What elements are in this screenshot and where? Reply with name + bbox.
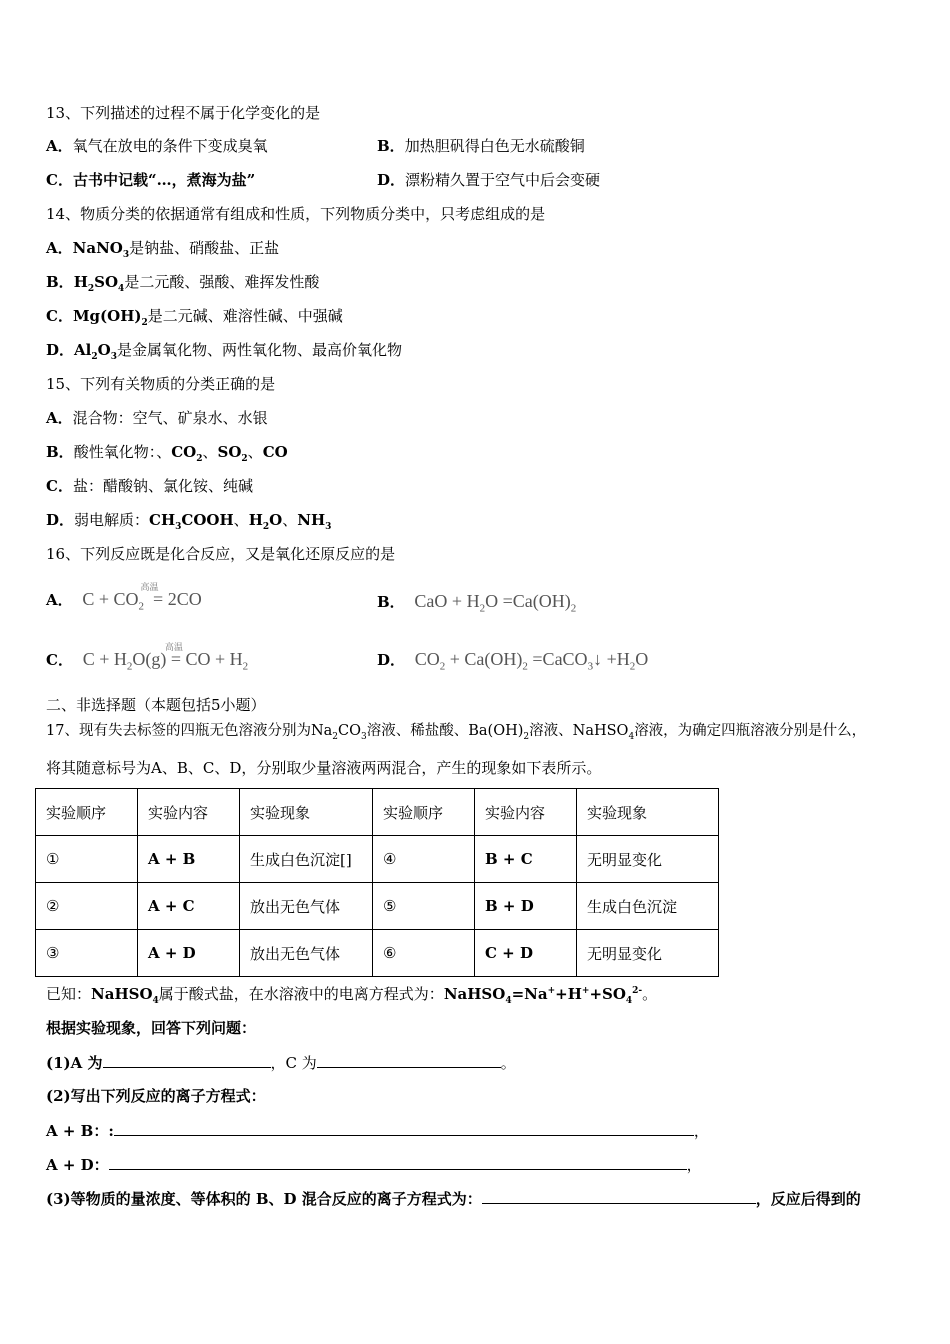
q14-option-c[interactable]: C．$Mg(OH)_2$是二元碱、难溶性碱、中强碱 xyxy=(46,307,343,328)
option-text: 加热胆矾得白色无水硫酸铜 xyxy=(404,137,585,155)
table-cell: B + C xyxy=(475,836,577,883)
option-text: 弱电解质： xyxy=(74,511,150,529)
option-label: B． xyxy=(46,443,74,461)
table-cell: ② xyxy=(36,883,138,930)
q17-stem-line1: 17、现有失去标签的四瓶无色溶液分别为$Na_2CO_3$溶液、稀盐酸、$Ba(OH)_2$溶液、NaHSO$_4$溶液，为确定四瓶溶液分别是什么， xyxy=(46,723,867,742)
answer-blank-ad[interactable] xyxy=(109,1155,687,1170)
table-cell: 放出无色气体 xyxy=(240,930,373,977)
table-cell: ③ xyxy=(36,930,138,977)
option-text: 盐：醋酸钠、氯化铵、纯碱 xyxy=(72,477,253,495)
option-text: 酸性氧化物：、 xyxy=(73,443,172,461)
section-title: 二、非选择题（本题包括5小题） xyxy=(46,696,266,714)
option-text: 混合物：空气、矿泉水、水银 xyxy=(72,409,268,427)
table-cell: 生成白色沉淀 xyxy=(577,883,719,930)
condition-label: 高温 xyxy=(140,582,159,592)
q16-stem: 16、下列反应既是化合反应，又是氧化还原反应的是 xyxy=(46,545,396,563)
q16-option-b[interactable] xyxy=(377,591,577,615)
table-header: 实验内容 xyxy=(475,789,577,836)
option-text: 是钠盐、硝酸盐、正盐 xyxy=(129,239,280,257)
answer-blank-ab[interactable] xyxy=(114,1121,694,1136)
q14-option-b[interactable]: B．$H_2SO_4$是二元酸、强酸、难挥发性酸 xyxy=(46,273,320,294)
q14-stem: 14、物质分类的依据通常有组成和性质，下列物质分类中，只考虑组成的是 xyxy=(46,205,546,223)
part2-ab: A + B：: ， xyxy=(46,1122,709,1140)
option-label: B． xyxy=(377,593,405,611)
part2-title: (2)写出下列反应的离子方程式： xyxy=(46,1087,266,1105)
option-label: A． xyxy=(46,137,73,155)
equation: $C + H_2O(g)$ = 高温 CO + $H_2$ xyxy=(78,649,248,669)
q15-option-d[interactable]: D．弱电解质：$CH_3COOH$、$H_2O$、$NH_3$ xyxy=(46,511,332,532)
equation: $C + CO_2$ = 高温 2CO xyxy=(78,589,202,609)
table-cell: 生成白色沉淀[] xyxy=(240,836,373,883)
option-label: C． xyxy=(46,307,73,325)
q14-option-a[interactable]: A．NaNO$_3$是钠盐、硝酸盐、正盐 xyxy=(46,239,280,260)
q13-option-b[interactable] xyxy=(377,137,585,155)
q13-stem: 13、下列描述的过程不属于化学变化的是 xyxy=(46,104,321,122)
table-cell: A + B xyxy=(138,836,240,883)
condition-label: 高温 xyxy=(164,642,183,652)
table-cell: B + D xyxy=(475,883,577,930)
option-label: D． xyxy=(46,511,75,529)
option-text: 漂粉精久置于空气中后会变硬 xyxy=(405,171,601,189)
q16-option-a[interactable] xyxy=(46,582,202,613)
option-label: B． xyxy=(377,137,405,155)
table-header-row xyxy=(36,789,719,836)
table-row xyxy=(36,930,719,977)
q15-option-c[interactable] xyxy=(46,477,253,495)
option-label: A． xyxy=(46,239,73,257)
table-header: 实验内容 xyxy=(138,789,240,836)
table-header: 实验顺序 xyxy=(36,789,138,836)
option-label: C． xyxy=(46,477,73,495)
option-label: C． xyxy=(46,171,73,189)
table-cell: ④ xyxy=(373,836,475,883)
table-cell: ⑤ xyxy=(373,883,475,930)
equation: CaO + $H_2O =Ca(OH)_2$ xyxy=(409,591,577,615)
q13-option-a[interactable] xyxy=(46,137,268,155)
q17-stem-line2: 将其随意标号为A、B、C、D，分别取少量溶液两两混合，产生的现象如下表所示。 xyxy=(46,759,602,777)
answer-blank-c[interactable] xyxy=(317,1053,501,1068)
part2-ad: A + D： ， xyxy=(46,1156,702,1174)
table-row xyxy=(36,836,719,883)
option-text: 氧气在放电的条件下变成臭氧 xyxy=(72,137,268,155)
q13-option-c[interactable] xyxy=(46,171,255,189)
option-label: A． xyxy=(46,409,73,427)
option-label: B． xyxy=(46,273,74,291)
table-cell: ⑥ xyxy=(373,930,475,977)
table-header: 实验顺序 xyxy=(373,789,475,836)
table-header: 实验现象 xyxy=(577,789,719,836)
table-row xyxy=(36,883,719,930)
answer-blank-a[interactable] xyxy=(103,1053,271,1068)
q15-option-b[interactable]: B．酸性氧化物：、$CO_2$、$SO_2$、CO xyxy=(46,443,288,464)
option-text: 古书中记载“…，煮海为盐” xyxy=(72,171,256,189)
table-header: 实验现象 xyxy=(240,789,373,836)
part1: (1)A 为 ，C 为 。 xyxy=(46,1054,516,1072)
experiment-table xyxy=(35,788,719,977)
known-info: 已知：NaHSO$_4$属于酸式盐，在水溶液中的电离方程式为：$NaHSO_4=Na^++H^++SO_4^{2-}$。 xyxy=(46,985,658,1006)
option-label: D． xyxy=(377,651,406,669)
option-text: 是二元碱、难溶性碱、中强碱 xyxy=(147,307,343,325)
option-text: 是金属氧化物、两性氧化物、最高价氧化物 xyxy=(116,341,402,359)
table-cell: A + C xyxy=(138,883,240,930)
table-cell: C + D xyxy=(475,930,577,977)
table-cell: 无明显变化 xyxy=(577,930,719,977)
option-label: A． xyxy=(46,591,73,609)
q16-option-d[interactable] xyxy=(377,649,649,673)
q13-option-d[interactable] xyxy=(377,171,600,189)
part3: (3)等物质的量浓度、等体积的 B、D 混合反应的离子方程式为： ，反应后得到的 xyxy=(46,1190,861,1208)
option-label: C． xyxy=(46,651,73,669)
answer-intro: 根据实验现象，回答下列问题： xyxy=(46,1019,257,1037)
q15-option-a[interactable] xyxy=(46,409,268,427)
equation: $CO_2 + Ca(OH)_2$ =CaCO$_3$↓ $+H_2O$ xyxy=(410,649,649,673)
table-cell: ① xyxy=(36,836,138,883)
table-cell: 放出无色气体 xyxy=(240,883,373,930)
option-label: D． xyxy=(377,171,406,189)
option-label: D． xyxy=(46,341,75,359)
table-cell: A + D xyxy=(138,930,240,977)
q14-option-d[interactable]: D．$Al_2O_3$是金属氧化物、两性氧化物、最高价氧化物 xyxy=(46,341,402,362)
q15-stem: 15、下列有关物质的分类正确的是 xyxy=(46,375,276,393)
table-cell: 无明显变化 xyxy=(577,836,719,883)
answer-blank-bd[interactable] xyxy=(482,1189,756,1204)
q16-option-c[interactable] xyxy=(46,642,249,673)
option-text: 是二元酸、强酸、难挥发性酸 xyxy=(124,273,320,291)
